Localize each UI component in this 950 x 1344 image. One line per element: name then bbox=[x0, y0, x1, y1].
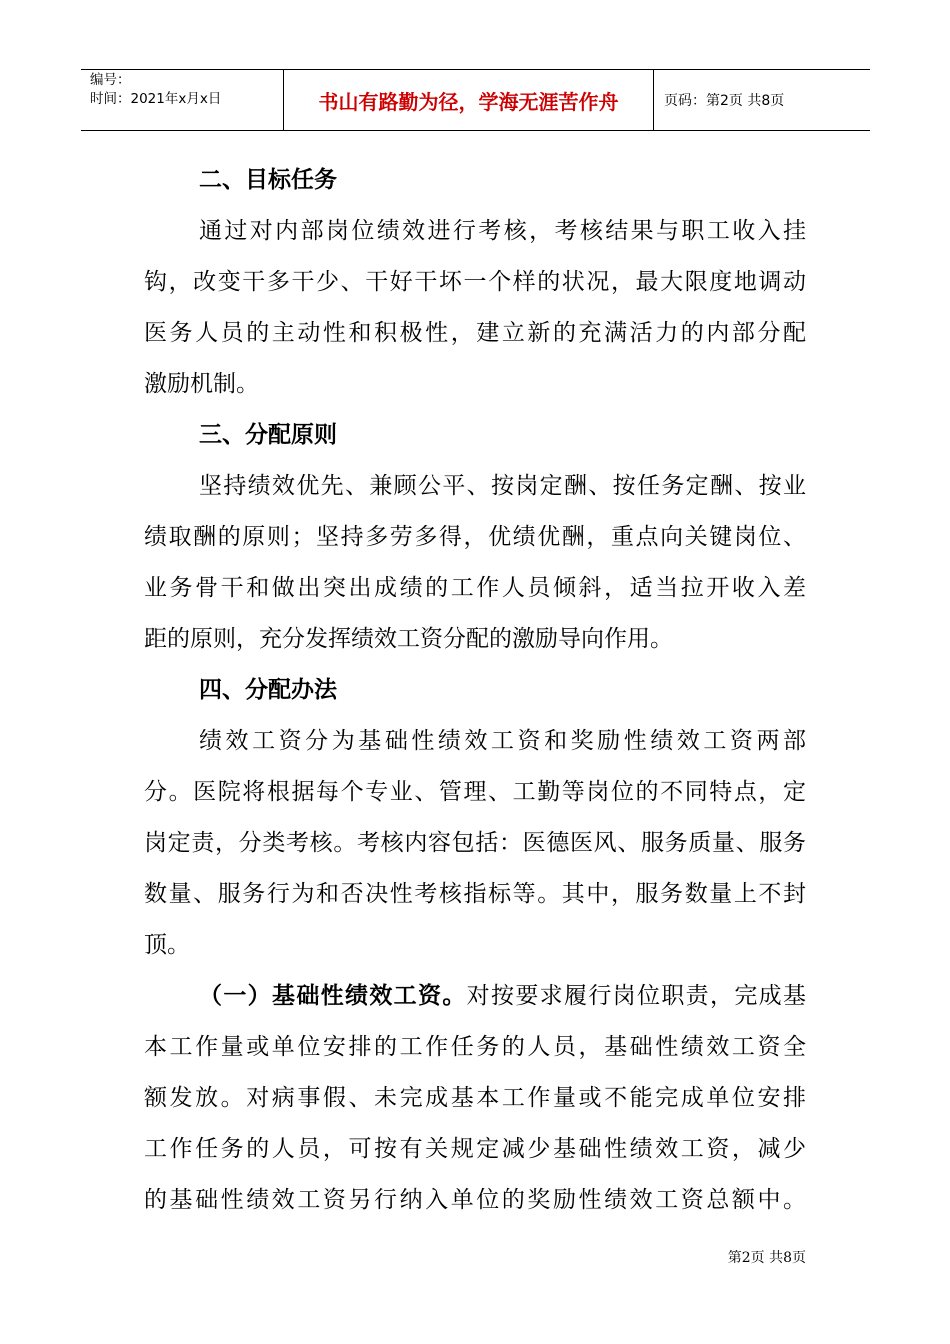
paragraph-line: 岗定责，分类考核。考核内容包括：医德医风、服务质量、服务 bbox=[144, 830, 806, 856]
paragraph-line: 医务人员的主动性和积极性，建立新的充满活力的内部分配 bbox=[144, 320, 806, 346]
subsection-first-line-text: 对按要求履行岗位职责，完成基 bbox=[466, 983, 807, 1009]
footer-page-number: 第2页 共8页 bbox=[727, 1250, 806, 1266]
section-heading-principles: 三、分配原则 bbox=[199, 422, 337, 448]
subsection-heading: （一）基础性绩效工资。 bbox=[199, 983, 467, 1009]
header-page-info bbox=[654, 70, 870, 130]
paragraph-line: 坚持绩效优先、兼顾公平、按岗定酬、按任务定酬、按业 bbox=[199, 473, 806, 499]
number-label: 编号： bbox=[90, 72, 131, 88]
header-motto bbox=[283, 70, 654, 130]
paragraph-line: 激励机制。 bbox=[144, 371, 259, 397]
paragraph-line: 顶。 bbox=[144, 932, 190, 958]
paragraph-line: 本工作量或单位安排的工作任务的人员，基础性绩效工资全 bbox=[144, 1034, 806, 1060]
paragraph-line: 通过对内部岗位绩效进行考核，考核结果与职工收入挂 bbox=[199, 218, 806, 244]
date-label: 时间：2021年x月x日 bbox=[90, 91, 222, 107]
motto-text: 书山有路勤为径，学海无涯苦作舟 bbox=[318, 89, 619, 114]
header-page-number: 页码：第2页 共8页 bbox=[664, 93, 785, 109]
paragraph-line: 额发放。对病事假、未完成基本工作量或不能完成单位安排 bbox=[144, 1085, 806, 1111]
paragraph-line: 业务骨干和做出突出成绩的工作人员倾斜，适当拉开收入差 bbox=[144, 575, 806, 601]
page-footer bbox=[728, 1247, 806, 1267]
paragraph-line: 的基础性绩效工资另行纳入单位的奖励性绩效工资总额中。 bbox=[144, 1187, 806, 1213]
paragraph-line: 绩取酬的原则；坚持多劳多得，优绩优酬，重点向关键岗位、 bbox=[144, 524, 806, 550]
paragraph-line: 绩效工资分为基础性绩效工资和奖励性绩效工资两部 bbox=[199, 728, 806, 754]
header-meta bbox=[81, 70, 283, 130]
paragraph-line: 工作任务的人员，可按有关规定减少基础性绩效工资，减少 bbox=[144, 1136, 806, 1162]
subsection-first-line bbox=[144, 971, 806, 1022]
paragraph-line: 钩，改变干多干少、干好干坏一个样的状况，最大限度地调动 bbox=[144, 269, 806, 295]
paragraph-line: 分。医院将根据每个专业、管理、工勤等岗位的不同特点，定 bbox=[144, 779, 806, 805]
paragraph-line: 距的原则，充分发挥绩效工资分配的激励导向作用。 bbox=[144, 626, 673, 652]
document-body bbox=[144, 155, 806, 1226]
page-header bbox=[81, 69, 870, 131]
section-heading-methods: 四、分配办法 bbox=[199, 677, 337, 703]
paragraph-line: 数量、服务行为和否决性考核指标等。其中，服务数量上不封 bbox=[144, 881, 806, 907]
section-heading-goals: 二、目标任务 bbox=[199, 167, 337, 193]
